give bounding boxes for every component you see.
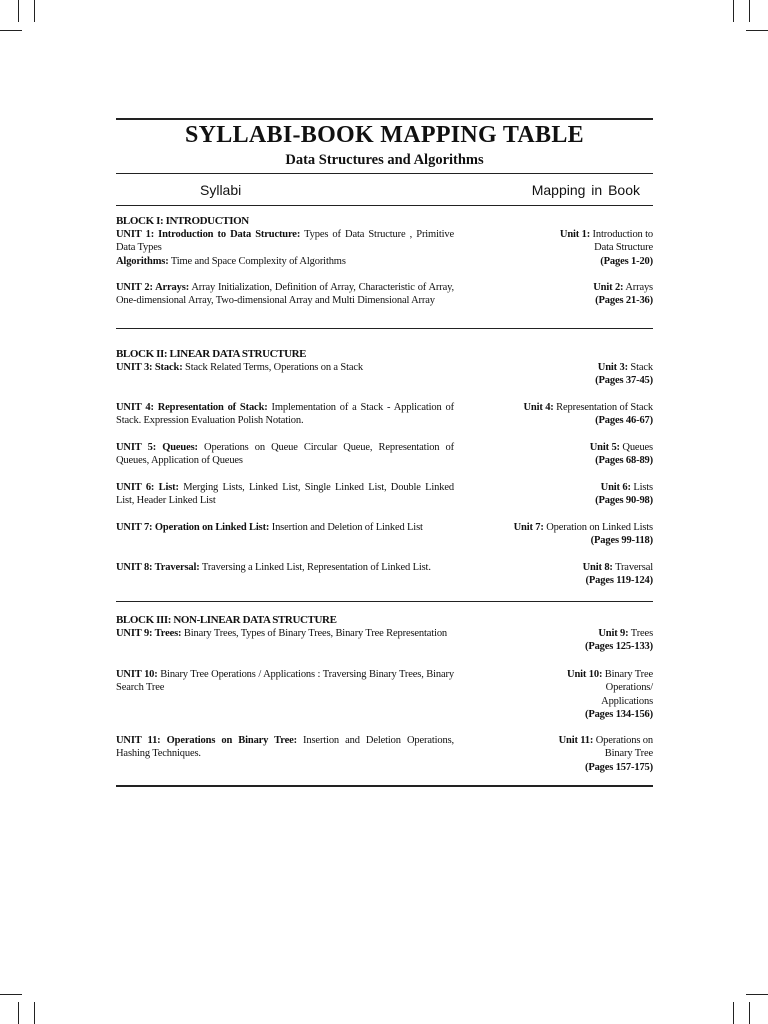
syllabi-text [116,441,454,468]
syllabi-text [116,668,454,695]
book-mapping [463,361,653,388]
mapping-column-header: Mapping in Book [531,182,640,198]
crop-mark [0,994,22,995]
page-range: (Pages 37-45) [595,375,653,387]
page-range: (Pages 119-124) [585,575,653,587]
unit-description: Operations on Queue Circular Queue, Representation of Queues, Application of Queues [116,442,455,467]
book-unit-title: Binary Tree [604,748,653,760]
crop-mark [34,0,35,22]
unit-description: Binary Trees, Types of Binary Trees, Binary Tree Representation [181,628,448,639]
column-header-rule [116,205,653,206]
syllabi-text [116,481,454,508]
page-range: (Pages 99-118) [590,535,653,547]
syllabi-text [116,561,454,574]
book-unit-title: Trees [628,628,653,639]
unit-label: UNIT 6: List: [116,482,179,493]
unit-description: Merging Lists, Linked List, Single Linked List, Double Linked List, Header Linked List [116,482,454,507]
crop-mark [749,1002,750,1024]
book-unit-title: Arrays [623,282,653,293]
crop-mark [733,1002,734,1024]
book-unit-title: Representation of Stack [553,402,653,413]
syllabi-text [116,521,454,534]
crop-mark [18,0,19,22]
book-unit-label: Unit 1: [559,229,591,240]
book-unit-title: Applications [601,695,653,707]
block-title: BLOCK III: NON-LINEAR DATA STRUCTURE [116,614,337,626]
syllabi-text [116,627,454,640]
book-unit-label: Unit 7: [513,522,544,533]
unit-description: Types of Data Structure , Primitive Data Types [116,229,454,254]
unit-description: Time and Space Complexity of Algorithms [168,255,346,267]
book-unit-title: Data Structure [594,242,653,254]
book-unit-label: Unit 10: [567,669,603,680]
page-range: (Pages 46-67) [595,415,653,427]
book-unit-title: Binary Tree [602,669,653,680]
block-divider [116,328,653,329]
page-range: (Pages 134-156) [584,708,653,720]
crop-mark [746,994,768,995]
book-unit-label: Unit 5: [589,442,620,453]
unit-description: Array Initialization, Definition of Array, Characteristic of Array, One-dimensional Array, Two-dimensional Array and Multi Dimensional Array [116,282,454,307]
crop-mark [34,1002,35,1024]
book-mapping [463,441,653,468]
page-range: (Pages 21-36) [595,295,653,307]
crop-mark [18,1002,19,1024]
syllabi-column-header: Syllabi [200,182,242,198]
book-unit-title: Queues [619,442,653,453]
page-range: (Pages 90-98) [595,495,653,507]
book-unit-label: Unit 9: [598,628,629,639]
book-unit-title: Operations/ [605,682,653,694]
unit-description: Implementation of a Stack - Application of Stack. Expression Evaluation Polish Notation. [116,402,454,427]
book-mapping [463,228,653,268]
book-mapping [463,521,653,548]
book-unit-label: Unit 11: [558,735,594,746]
unit-label: UNIT 9: Trees: [116,628,182,639]
unit-label: UNIT 1: Introduction to Data Structure: [116,229,301,240]
book-unit-label: Unit 6: [600,482,631,493]
bottom-rule [116,785,653,787]
unit-label: UNIT 4: Representation of Stack: [116,402,268,413]
book-mapping [463,561,653,588]
syllabi-text [116,361,454,374]
unit-label: Algorithms: [116,255,169,267]
unit-label: UNIT 11: Operations on Binary Tree: [116,735,297,746]
book-unit-title: Lists [630,482,653,493]
unit-label: UNIT 10: [116,669,158,680]
crop-mark [733,0,734,22]
unit-label: UNIT 3: Stack: [116,362,183,373]
syllabi-text [116,734,454,761]
book-mapping [463,668,653,721]
unit-description: Stack Related Terms, Operations on a Stack [182,362,363,373]
unit-label: UNIT 8: Traversal: [116,562,200,573]
crop-mark [746,30,768,31]
crop-mark [0,30,22,31]
block-divider [116,601,653,602]
unit-label: UNIT 2: Arrays: [116,282,190,293]
unit-label: UNIT 7: Operation on Linked List: [116,522,270,533]
syllabi-text [116,401,454,428]
top-rule [116,118,653,120]
book-mapping [463,734,653,774]
book-mapping [463,401,653,428]
page-range: (Pages 125-133) [584,641,653,653]
unit-label: UNIT 5: Queues: [116,442,198,453]
unit-description: Binary Tree Operations / Applications : Traversing Binary Trees, Binary Search Tree [116,669,454,694]
book-unit-label: Unit 3: [597,362,628,373]
book-mapping [463,627,653,654]
book-unit-label: Unit 2: [593,282,624,293]
book-unit-label: Unit 8: [582,562,613,573]
page-subtitle: Data Structures and Algorithms [285,152,484,168]
page-range: (Pages 1-20) [600,255,653,267]
book-unit-title: Operations on [593,735,653,746]
unit-description: Insertion and Deletion of Linked List [269,522,423,533]
syllabi-text [116,228,454,268]
page-title: SYLLABI-BOOK MAPPING TABLE [185,122,584,148]
header-rule [116,173,653,174]
unit-description: Traversing a Linked List, Representation of Linked List. [199,562,431,573]
book-unit-title: Introduction to [590,229,653,240]
book-unit-title: Operation on Linked Lists [543,522,653,533]
syllabi-text [116,281,454,308]
page-range: (Pages 157-175) [584,761,653,773]
page-range: (Pages 68-89) [595,455,653,467]
block-title: BLOCK II: LINEAR DATA STRUCTURE [116,348,307,360]
book-unit-label: Unit 4: [523,402,554,413]
book-mapping [463,481,653,508]
block-title: BLOCK I: INTRODUCTION [116,215,249,227]
book-unit-title: Traversal [612,562,653,573]
book-mapping [463,281,653,308]
crop-mark [749,0,750,22]
unit-description: Insertion and Deletion Operations, Hashing Techniques. [116,735,455,760]
book-unit-title: Stack [627,362,653,373]
